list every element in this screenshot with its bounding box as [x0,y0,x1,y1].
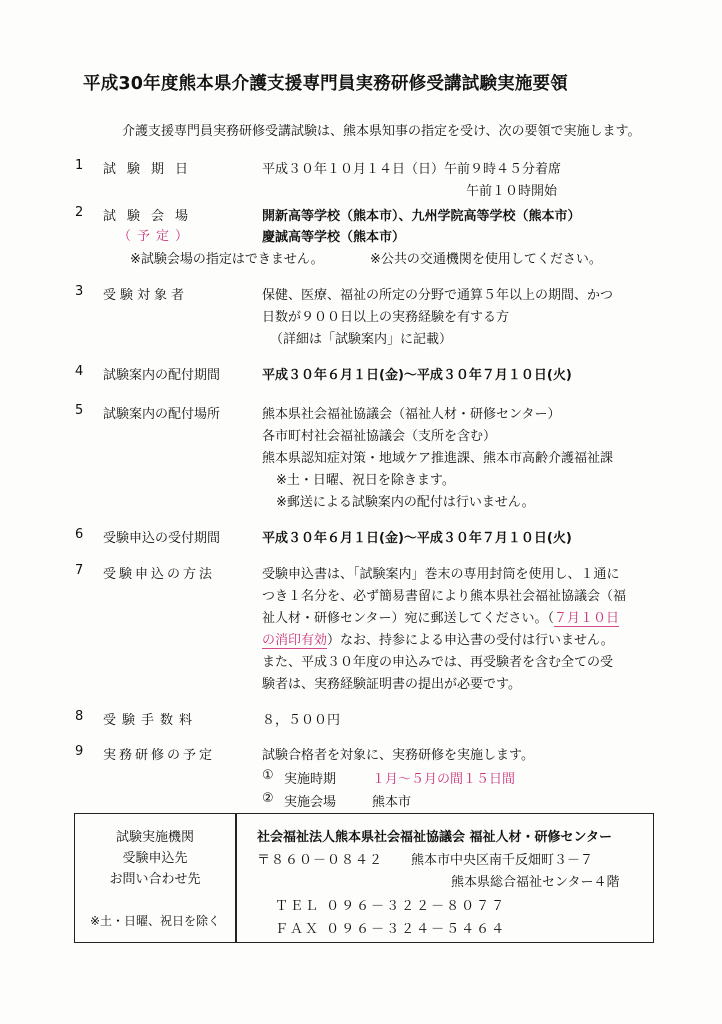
item-6-line-1: 平成３０年６月１日(金)～平成３０年７月１０日(火) [262,531,572,546]
contact-left-note: ※土・日曜、祝日を除く [89,914,221,928]
item-9-sub-1-key: 実施時期 [284,772,337,787]
item-2-sub-label: （予定） [118,229,195,244]
item-3-line-1: 保健、医療、福祉の所定の分野で通算５年以上の期間、かつ [262,288,614,303]
item-1-number: 1 [75,158,84,173]
item-9-sub-2-value: 熊本市 [372,795,412,810]
item-1-line-2: 午前１０時開始 [466,184,558,199]
item-7-line-3 [262,607,619,626]
item-5-line-4: ※土・日曜、祝日を除きます。 [276,473,455,488]
item-6-label: 受験申込の受付期間 [103,531,221,546]
item-7-line-2: つき１名分を、必ず簡易書留により熊本県社会福祉協議会（福 [262,589,627,604]
item-9-sub-1-value: １月～５月の間１５日間 [372,772,516,787]
item-7-label: 受験申込の方法 [103,567,216,582]
item-7-deadline-part-1: ７月１０日 [553,611,619,626]
item-9-number: 9 [75,744,84,759]
contact-fax: ＦＡＸ ０９６－３２４－５４６４ [275,922,507,937]
item-5-line-1: 熊本県社会福祉協議会（福祉人材・研修センター） [262,407,561,422]
contact-left-line-2: 受験申込先 [122,851,188,866]
contact-box [74,813,654,943]
item-5-label: 試験案内の配付場所 [103,407,221,422]
contact-divider [235,814,237,942]
item-5-line-3: 熊本県認知症対策・地域ケア推進課、熊本市高齢介護福祉課 [262,451,614,466]
item-4-label: 試験案内の配付期間 [103,368,221,383]
item-7-deadline-part-2: の消印有効 [262,633,328,648]
item-6-number: 6 [75,527,84,542]
item-7-line-5: また、平成３０年度の申込みでは、再受験者を含む全ての受 [262,655,614,670]
item-3-label: 受験対象者 [103,288,189,303]
item-2-line-2: 慶誠高等学校（熊本市） [262,230,406,245]
item-9-line-1: 試験合格者を対象に、実務研修を実施します。 [262,748,534,763]
item-9-sub-2-mark: ② [262,791,274,806]
item-7-line-1: 受験申込書は、「試験案内」巻末の専用封筒を使用し、１通に [262,567,620,582]
intro-text: 介護支援専門員実務研修受講試験は、熊本県知事の指定を受け、次の要領で実施します。 [122,124,641,139]
item-9-label: 実務研修の予定 [103,748,216,763]
item-9-sub-2-key: 実施会場 [284,795,337,810]
item-7-line-6: 験者は、実務経験証明書の提出が必要です。 [262,677,521,692]
item-7-line-3-text: 祉人材・研修センター）宛に郵送してください。（ [262,611,554,626]
item-9-sub-1-mark: ① [262,768,274,783]
item-1-line-1: 平成３０年１０月１４日（日）午前９時４５分着席 [262,162,562,177]
item-4-number: 4 [75,364,84,379]
item-4-line-1: 平成３０年６月１日(金)～平成３０年７月１０日(火) [262,368,572,383]
item-7-line-4-text: ）なお、持参による申込書の受付は行いません。 [327,633,614,648]
item-3-line-2: 日数が９００日以上の実務経験を有する方 [262,310,510,325]
page-title: 平成30年度熊本県介護支援専門員実務研修受講試験実施要領 [83,74,568,94]
item-8-line-1: ８，５００円 [262,713,341,728]
item-7-line-4 [262,629,614,648]
item-5-number: 5 [75,403,84,418]
contact-tel: ＴＥＬ ０９６－３２２－８０７７ [275,899,507,914]
item-3-number: 3 [75,284,84,299]
item-2-note-2: ※公共の交通機関を使用してください。 [370,252,602,267]
item-5-line-2: 各市町村社会福祉協議会（支所を含む） [262,429,497,444]
item-2-number: 2 [75,205,84,220]
item-1-label: 試験期日 [103,162,200,177]
contact-left-line-3: お問い合わせ先 [109,872,201,887]
item-2-label: 試験会場 [103,209,200,224]
item-5-line-5: ※郵送による試験案内の配付は行いません。 [276,495,535,510]
item-8-number: 8 [75,709,84,724]
contact-postal: 〒８６０－０８４２ [257,853,384,868]
item-3-line-3: （詳細は「試験案内」に記載） [270,332,453,347]
item-7-number: 7 [75,563,84,578]
contact-building: 熊本県総合福祉センター４階 [451,875,620,890]
contact-org: 社会福祉法人熊本県社会福祉協議会 福祉人材・研修センター [257,830,613,845]
contact-left-line-1: 試験実施機関 [115,830,194,845]
item-2-line-1: 開新高等学校（熊本市）、九州学院高等学校（熊本市） [262,209,581,224]
contact-address: 熊本市中央区南千反畑町３－７ [411,853,594,868]
item-8-label: 受験手数料 [103,713,199,728]
item-2-note-1: ※試験会場の指定はできません。 [130,252,324,267]
